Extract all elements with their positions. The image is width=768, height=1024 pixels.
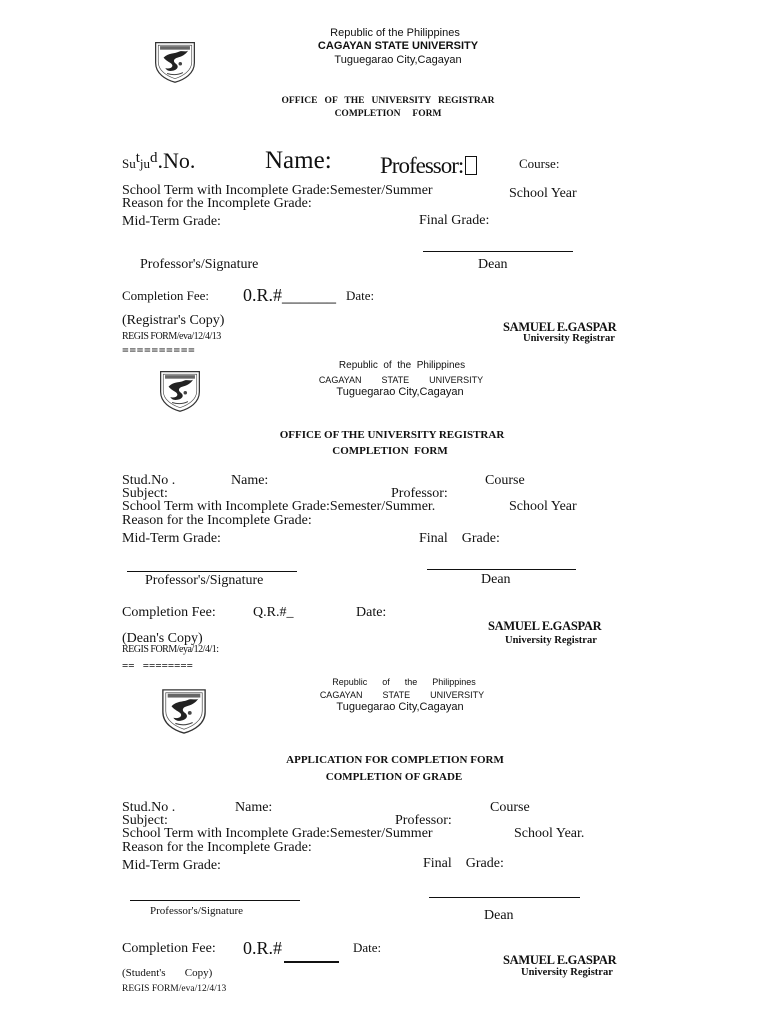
form-title: COMPLETION FORM [332,445,448,457]
professor-label: Professor: [391,486,448,501]
completion-fee-label: Completion Fee: [122,605,216,620]
registrar-name: SAMUEL E.GASPAR [503,953,617,967]
or-number-line [284,961,339,963]
reason-label: Reason for the Incomplete Grade: [122,513,312,528]
school-term-label: School Term with Incomplete Grade:Semester/Summer [122,826,433,841]
registrar-name: SAMUEL E.GASPAR [488,619,602,633]
registrar-title: University Registrar [505,635,597,646]
header-university: CAGAYAN STATE UNIVERSITY [317,40,479,52]
copy-label: (Dean's Copy) [122,631,203,646]
header-republic: Republic of the Philippines [338,360,466,371]
professor-signature-line [127,571,297,572]
office-title: OFFICE OF THE UNIVERSITY REGISTRAR [281,96,495,106]
date-label: Date: [356,605,387,620]
reason-label: Reason for the Incomplete Grade: [122,840,312,855]
dean-label: Dean [484,908,514,923]
stud-no-label: $Su^tju^d.No$. [122,148,196,173]
or-number-label: 0.R.# [243,938,283,958]
completion-fee-label: Completion Fee: [122,288,210,303]
final-grade-label: Final Grade: [419,531,500,546]
registrar-name: SAMUEL E.GASPAR [503,320,617,334]
university-seal-icon [153,38,197,86]
copy-label: (Registrar's Copy) [122,313,225,328]
header-city: Tuguegarao City,Cagayan [336,701,464,713]
separator: ========== [122,343,196,357]
form-reference: REGIS FORM/eya/12/4/1: [122,644,219,655]
completion-fee-label: Completion Fee: [122,941,216,956]
professor-signature-label: Professor's/Signature [145,573,264,588]
form-title: COMPLETION OF GRADE [325,771,463,783]
form-title: COMPLETION FORM [334,109,442,119]
stud-no-label: Stud.No . [122,473,176,488]
course-label: Course: [519,156,560,171]
school-year-label: School Year [509,186,577,201]
dean-signature-line [427,569,576,570]
school-term-label: School Term with Incomplete Grade:Semester/Summer. [122,499,436,514]
professor-label: Professor: [380,153,477,179]
dean-signature-line [423,251,573,252]
header-republic: Republic of the Philippines [330,27,460,39]
professor-label: Professor: [395,813,452,828]
course-label: Course [490,800,530,815]
office-title: APPLICATION FOR COMPLETION FORM [286,754,504,766]
header-city: Tuguegarao City,Cagayan [334,54,462,66]
course-label: Course [485,473,525,488]
checkbox-icon [465,156,477,175]
or-number-label: Q.R.#_ [253,605,294,620]
registrar-title: University Registrar [523,333,615,344]
form-reference: REGIS FORM/eva/12/4/13 [122,331,221,342]
dean-signature-line [429,897,580,898]
subject-label: Subject: [122,486,168,501]
university-seal-icon [160,686,208,736]
form-reference: REGIS FORM/eva/12/4/13 [122,984,227,994]
university-seal-icon [158,366,202,416]
header-republic: Republic of the Philippines [332,677,476,687]
professor-signature-line [130,900,300,901]
final-grade-label: Final Grade: [419,213,490,228]
midterm-label: Mid-Term Grade: [122,858,221,873]
reason-label: Reason for the Incomplete Grade: [122,196,312,211]
dean-label: Dean [478,257,508,272]
name-label: Name: [265,147,332,174]
school-year-label: School Year [509,499,577,514]
date-label: Date: [353,940,382,955]
header-university: CAGAYAN STATE UNIVERSITY [319,690,485,700]
name-label: Name: [235,800,273,815]
midterm-label: Mid-Term Grade: [122,214,221,229]
copy-label: (Student's Copy) [122,967,213,979]
date-label: Date: [346,288,375,303]
or-number-label: 0.R.#______ [243,285,337,305]
registrar-title: University Registrar [521,967,613,978]
name-label: Name: [231,473,269,488]
header-university: CAGAYAN STATE UNIVERSITY [318,375,484,385]
professor-signature-label: Professor's/Signature [140,257,259,272]
dean-label: Dean [481,572,511,587]
school-term-label: School Term with Incomplete Grade:Semester/Summer [122,183,433,198]
stud-no-label: Stud.No . [122,800,176,815]
subject-label: Subject: [122,813,168,828]
school-year-label: School Year. [514,826,585,841]
professor-signature-label: Professor's/Signature [150,905,244,917]
final-grade-label: Final Grade: [423,856,504,871]
separator: == ======== [122,660,193,672]
office-title: OFFICE OF THE UNIVERSITY REGISTRAR [279,429,505,441]
midterm-label: Mid-Term Grade: [122,531,221,546]
header-city: Tuguegarao City,Cagayan [336,386,464,398]
